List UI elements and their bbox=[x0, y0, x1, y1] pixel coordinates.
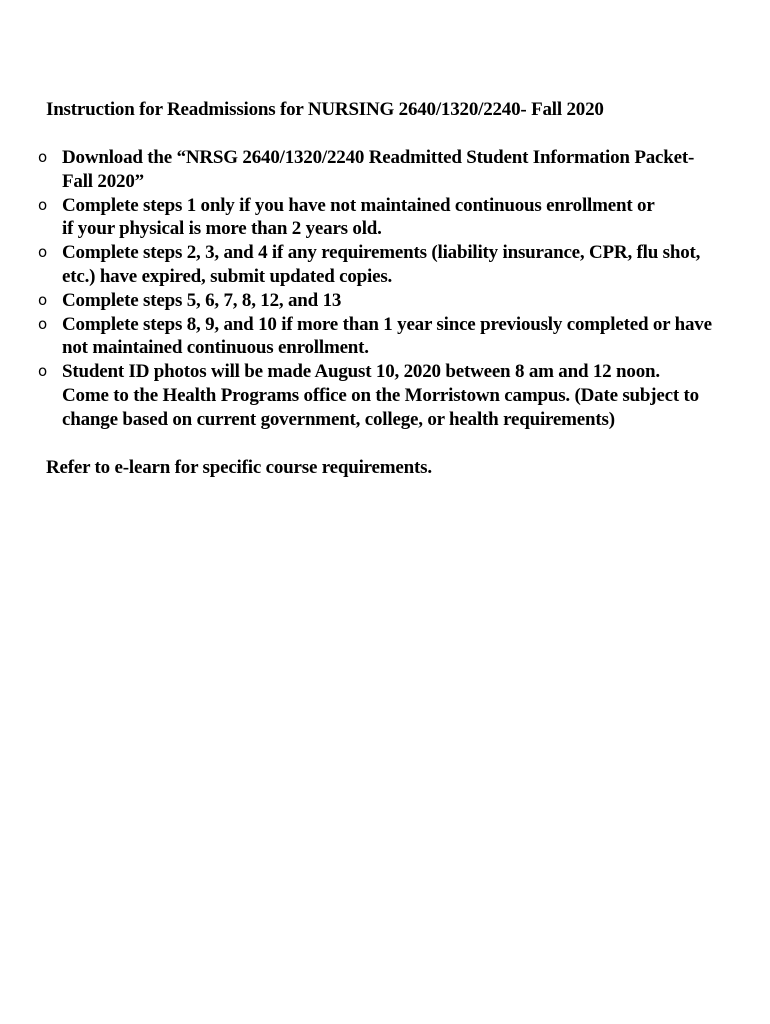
list-item-line: Complete steps 5, 6, 7, 8, 12, and 13 bbox=[62, 289, 342, 311]
list-item bbox=[0, 313, 770, 361]
list-item-line: Complete steps 1 only if you have not maintained continuous enrollment or bbox=[62, 194, 655, 216]
bullet-icon: o bbox=[38, 195, 47, 214]
document-footer-note: Refer to e-learn for specific course requirements. bbox=[46, 457, 432, 478]
list-item-line: Complete steps 2, 3, and 4 if any requirements (liability insurance, CPR, flu shot, bbox=[62, 242, 701, 264]
list-item-line: Fall 2020” bbox=[62, 170, 144, 192]
list-item-line: change based on current government, college, or health requirements) bbox=[62, 408, 615, 430]
list-item bbox=[0, 360, 770, 431]
bullet-icon: o bbox=[38, 243, 47, 262]
list-item-line: Come to the Health Programs office on the Morristown campus. (Date subject to bbox=[62, 384, 699, 406]
list-item-line: Complete steps 8, 9, and 10 if more than 1 year since previously completed or have bbox=[62, 313, 712, 335]
list-item-line: Student ID photos will be made August 10, 2020 between 8 am and 12 noon. bbox=[62, 361, 660, 383]
bullet-icon: o bbox=[38, 362, 47, 381]
list-item bbox=[0, 289, 770, 313]
bullet-icon: o bbox=[38, 290, 47, 309]
list-item bbox=[0, 241, 770, 289]
instruction-list bbox=[0, 146, 770, 432]
list-item-line: not maintained continuous enrollment. bbox=[62, 337, 369, 359]
bullet-icon: o bbox=[38, 314, 47, 333]
list-item-line: if your physical is more than 2 years old. bbox=[62, 218, 382, 240]
list-item-line: etc.) have expired, submit updated copies. bbox=[62, 265, 393, 287]
list-item bbox=[0, 194, 770, 242]
bullet-icon: o bbox=[38, 148, 47, 166]
document-heading: Instruction for Readmissions for NURSING 2640/1320/2240- Fall 2020 bbox=[46, 99, 604, 120]
list-item-line: Download the “NRSG 2640/1320/2240 Readmitted Student Information Packet- bbox=[62, 147, 695, 168]
list-item bbox=[0, 146, 770, 194]
